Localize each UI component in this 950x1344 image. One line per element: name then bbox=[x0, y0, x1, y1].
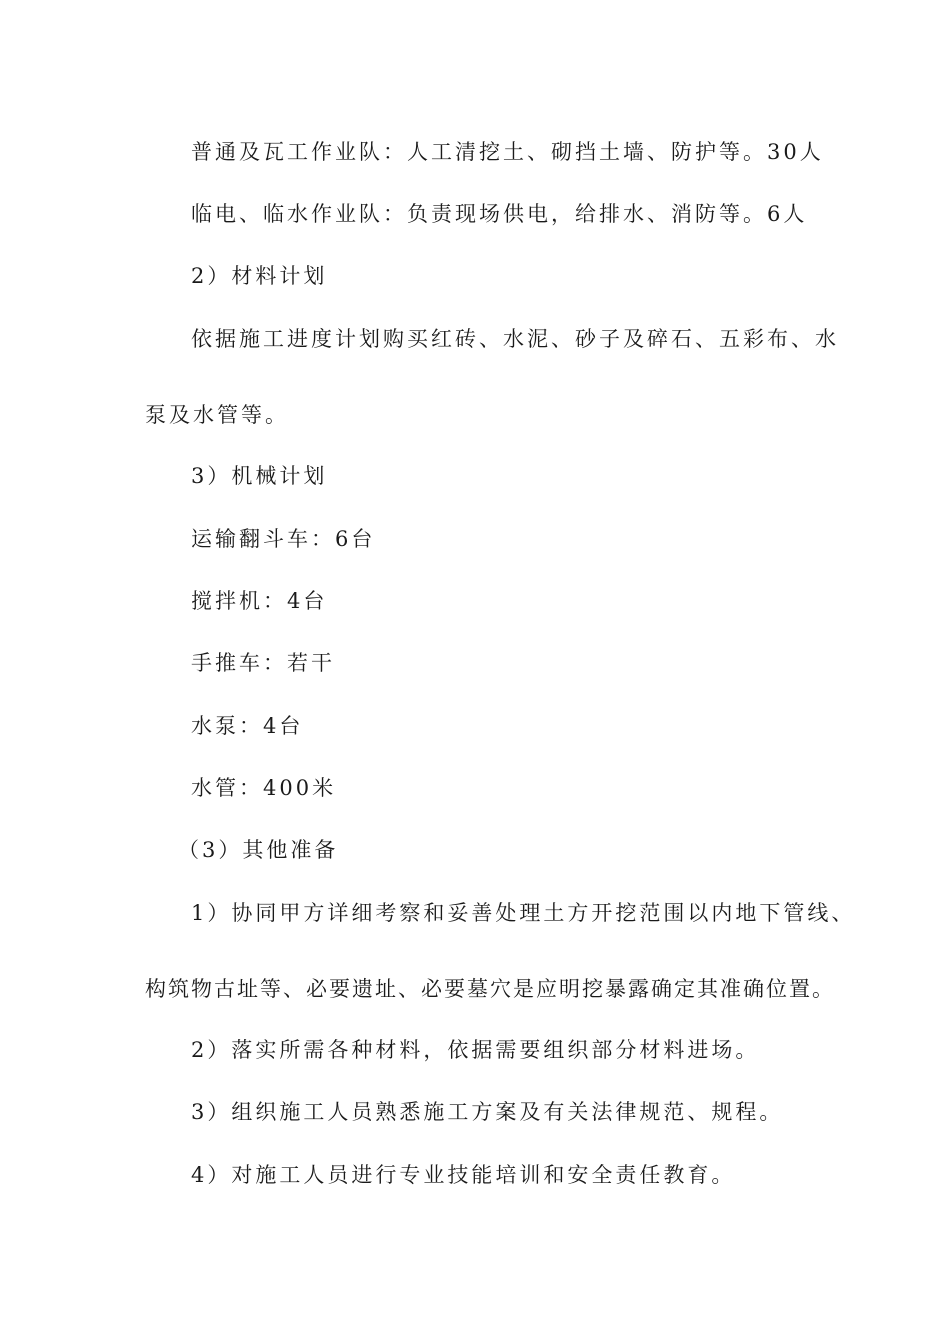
paragraph-workforce-electrical: 临电、临水作业队：负责现场供电，给排水、消防等。6人 bbox=[191, 202, 808, 226]
paragraph-prep-4: 4）对施工人员进行专业技能培训和安全责任教育。 bbox=[191, 1163, 736, 1187]
paragraph-prep-1-cont: 构筑物古址等、必要遗址、必要墓穴是应明挖暴露确定其准确位置。 bbox=[145, 977, 835, 1001]
list-item-water-pipe: 水管：400米 bbox=[191, 776, 337, 800]
list-item-handcart: 手推车：若干 bbox=[191, 651, 335, 675]
heading-other-preparation: （3）其他准备 bbox=[178, 838, 339, 862]
heading-material-plan: 2）材料计划 bbox=[191, 264, 328, 288]
paragraph-prep-2: 2）落实所需各种材料，依据需要组织部分材料进场。 bbox=[191, 1038, 760, 1062]
list-item-water-pump: 水泵：4台 bbox=[191, 714, 304, 738]
paragraph-prep-1: 1）协同甲方详细考察和妥善处理土方开挖范围以内地下管线、 bbox=[191, 901, 856, 925]
list-item-mixer: 搅拌机：4台 bbox=[191, 589, 328, 613]
paragraph-workforce-masonry: 普通及瓦工作业队：人工清挖土、砌挡土墙、防护等。30人 bbox=[191, 140, 824, 164]
heading-machinery-plan: 3）机械计划 bbox=[191, 464, 328, 488]
paragraph-material-purchase: 依据施工进度计划购买红砖、水泥、砂子及碎石、五彩布、水 bbox=[191, 327, 839, 351]
paragraph-material-purchase-cont: 泵及水管等。 bbox=[145, 403, 289, 427]
paragraph-prep-3: 3）组织施工人员熟悉施工方案及有关法律规范、规程。 bbox=[191, 1100, 784, 1124]
list-item-dump-truck: 运输翻斗车：6台 bbox=[191, 527, 376, 551]
